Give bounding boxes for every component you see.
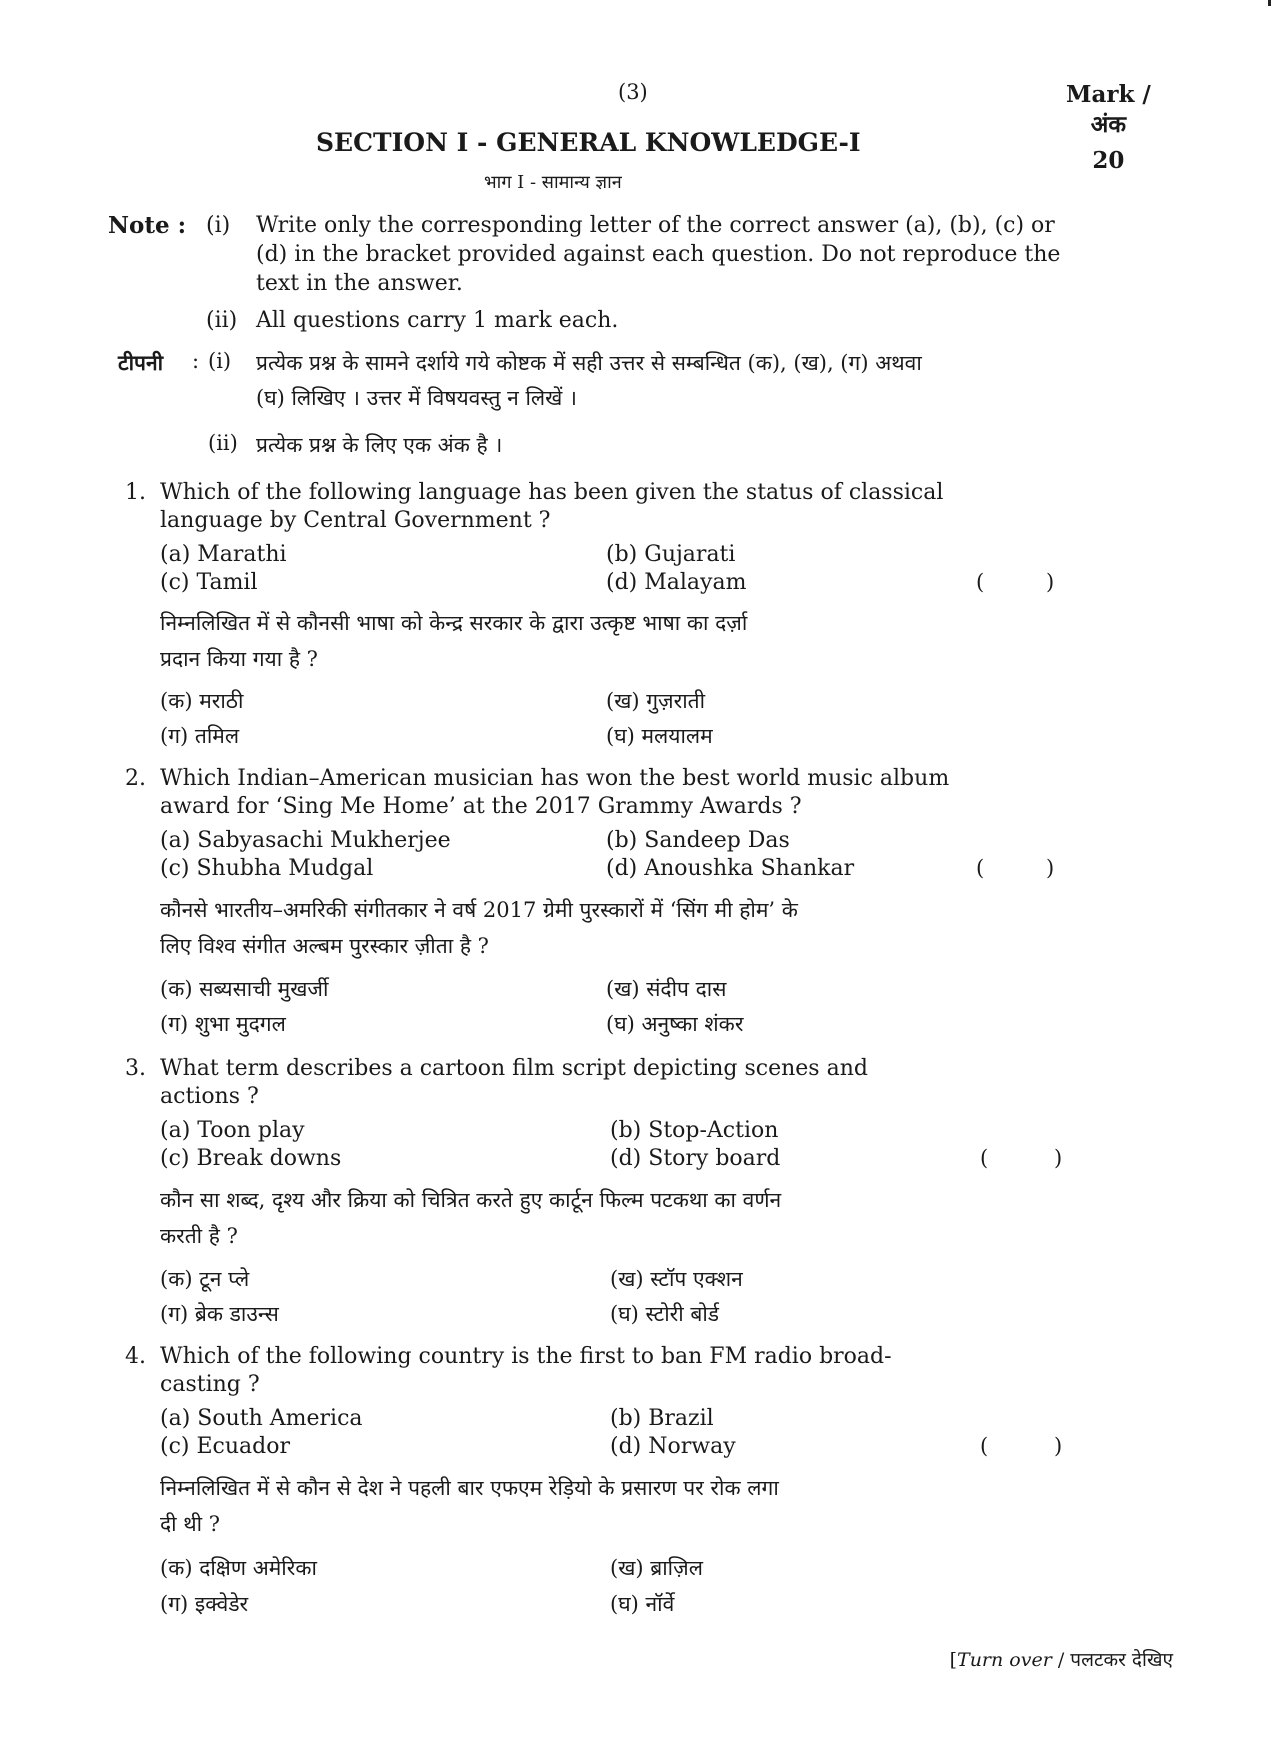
note-i-line-2: (d) in the bracket provided against each question. Do not reproduce the	[256, 242, 1061, 267]
option-kha: (ख) संदीप दास	[606, 977, 727, 1001]
note-hindi-i-number: (i)	[208, 349, 232, 373]
question-hindi-line-1: कौन सा शब्द, दृश्य और क्रिया को चित्रित करते हुए कार्टून फिल्म पटकथा का वर्णन	[160, 1188, 782, 1212]
option-ka: (क) टून प्ले	[160, 1267, 250, 1291]
section-title-hindi: भाग I - सामान्य ज्ञान	[484, 172, 622, 193]
question-number: 4.	[125, 1344, 146, 1369]
note-i-line-1: Write only the corresponding letter of the correct answer (a), (b), (c) or	[256, 213, 1055, 238]
question-line-2: actions ?	[160, 1084, 259, 1109]
note-label: Note :	[108, 212, 187, 239]
option-d: (d) Norway	[610, 1434, 736, 1459]
note-hindi-label: टीपनी	[118, 350, 164, 375]
section-title: SECTION I - GENERAL KNOWLEDGE-I	[316, 128, 861, 157]
note-ii-text: All questions carry 1 mark each.	[256, 308, 619, 333]
answer-bracket-close[interactable]: )	[1046, 570, 1055, 594]
question-hindi-line-2: प्रदान किया गया है ?	[160, 647, 318, 671]
question-line-2: award for ‘Sing Me Home’ at the 2017 Grammy Awards ?	[160, 794, 802, 819]
option-ka: (क) दक्षिण अमेरिका	[160, 1556, 317, 1580]
note-i-number: (i)	[206, 213, 231, 238]
option-b: (b) Sandeep Das	[606, 828, 790, 853]
option-b: (b) Gujarati	[606, 542, 736, 567]
mark-label-en: Mark /	[1066, 81, 1151, 108]
note-i-line-3: text in the answer.	[256, 271, 463, 296]
note-hindi-ii-text: प्रत्येक प्रश्न के लिए एक अंक है ।	[256, 433, 503, 457]
option-a: (a) South America	[160, 1406, 363, 1431]
mark-label-hi: अंक	[1090, 111, 1127, 138]
question-line-1: What term describes a cartoon film script depicting scenes and	[160, 1056, 868, 1081]
turn-over-label-hindi: पलटकर देखिए	[1070, 1649, 1173, 1671]
option-ka: (क) सब्यसाची मुखर्जी	[160, 977, 329, 1001]
footer-bracket: [	[949, 1649, 958, 1671]
option-c: (c) Ecuador	[160, 1434, 290, 1459]
page-number: (3)	[618, 80, 648, 104]
answer-bracket-close[interactable]: )	[1046, 856, 1055, 880]
option-ga: (ग) शुभा मुदगल	[160, 1012, 286, 1036]
question-hindi-line-1: कौनसे भारतीय–अमरिकी संगीतकार ने वर्ष 2017 ग्रेमी पुरस्कारों में ‘सिंग मी होम’ के	[160, 898, 798, 922]
option-d: (d) Anoushka Shankar	[606, 856, 855, 881]
footer-separator: /	[1051, 1649, 1071, 1671]
question-number: 2.	[125, 766, 146, 791]
question-number: 3.	[125, 1056, 146, 1081]
question-line-1: Which Indian–American musician has won the best world music album	[160, 766, 950, 791]
answer-bracket-close[interactable]: )	[1054, 1146, 1063, 1170]
question-hindi-line-1: निम्नलिखित में से कौनसी भाषा को केन्द्र सरकार के द्वारा उत्कृष्ट भाषा का दर्ज़ा	[160, 611, 748, 635]
option-gha: (घ) स्टोरी बोर्ड	[610, 1302, 720, 1326]
turn-over-note	[950, 1646, 1173, 1672]
option-b: (b) Brazil	[610, 1406, 714, 1431]
option-ga: (ग) तमिल	[160, 724, 240, 748]
note-hindi-i-line-1: प्रत्येक प्रश्न के सामने दर्शाये गये कोष्टक में सही उत्तर से सम्बन्धित (क), (ख), (ग) अथवा	[256, 351, 922, 375]
answer-bracket-open[interactable]: (	[980, 1434, 989, 1458]
option-ka: (क) मराठी	[160, 689, 244, 713]
option-a: (a) Marathi	[160, 542, 287, 567]
option-d: (d) Malayam	[606, 570, 747, 595]
note-hindi-ii-number: (ii)	[208, 431, 238, 455]
option-c: (c) Shubha Mudgal	[160, 856, 374, 881]
option-kha: (ख) गुज़राती	[606, 689, 706, 713]
option-a: (a) Toon play	[160, 1118, 305, 1143]
mark-value: 20	[1092, 147, 1125, 174]
option-c: (c) Break downs	[160, 1146, 342, 1171]
option-d: (d) Story board	[610, 1146, 781, 1171]
note-hindi-i-line-2: (घ) लिखिए । उत्तर में विषयवस्तु न लिखें ।	[256, 386, 577, 410]
marks-header	[1066, 80, 1151, 176]
option-a: (a) Sabyasachi Mukherjee	[160, 828, 451, 853]
turn-over-label: Turn over	[957, 1649, 1052, 1671]
option-kha: (ख) ब्राज़िल	[610, 1556, 703, 1580]
option-ga: (ग) इक्वेडेर	[160, 1592, 249, 1616]
page-edge-mark	[1268, 0, 1271, 6]
note-hindi-colon: :	[192, 349, 200, 373]
answer-bracket-open[interactable]: (	[980, 1146, 989, 1170]
option-kha: (ख) स्टॉप एक्शन	[610, 1267, 743, 1291]
question-line-2: language by Central Government ?	[160, 508, 551, 533]
question-hindi-line-2: करती है ?	[160, 1224, 238, 1248]
answer-bracket-open[interactable]: (	[976, 570, 985, 594]
question-line-2: casting ?	[160, 1372, 260, 1397]
option-gha: (घ) मलयालम	[606, 724, 713, 748]
question-line-1: Which of the following language has been given the status of classical	[160, 480, 944, 505]
option-c: (c) Tamil	[160, 570, 258, 595]
question-hindi-line-2: दी थी ?	[160, 1512, 221, 1536]
question-hindi-line-2: लिए विश्व संगीत अल्बम पुरस्कार ज़ीता है ?	[160, 934, 489, 958]
question-line-1: Which of the following country is the first to ban FM radio broad-	[160, 1344, 892, 1369]
answer-bracket-close[interactable]: )	[1054, 1434, 1063, 1458]
option-gha: (घ) नॉर्वे	[610, 1592, 675, 1616]
note-ii-number: (ii)	[206, 308, 238, 333]
option-gha: (घ) अनुष्का शंकर	[606, 1012, 744, 1036]
option-b: (b) Stop-Action	[610, 1118, 779, 1143]
question-hindi-line-1: निम्नलिखित में से कौन से देश ने पहली बार एफएम रेड़ियो के प्रसारण पर रोक लगा	[160, 1476, 779, 1500]
answer-bracket-open[interactable]: (	[976, 856, 985, 880]
question-number: 1.	[125, 480, 146, 505]
option-ga: (ग) ब्रेक डाउन्स	[160, 1302, 279, 1326]
